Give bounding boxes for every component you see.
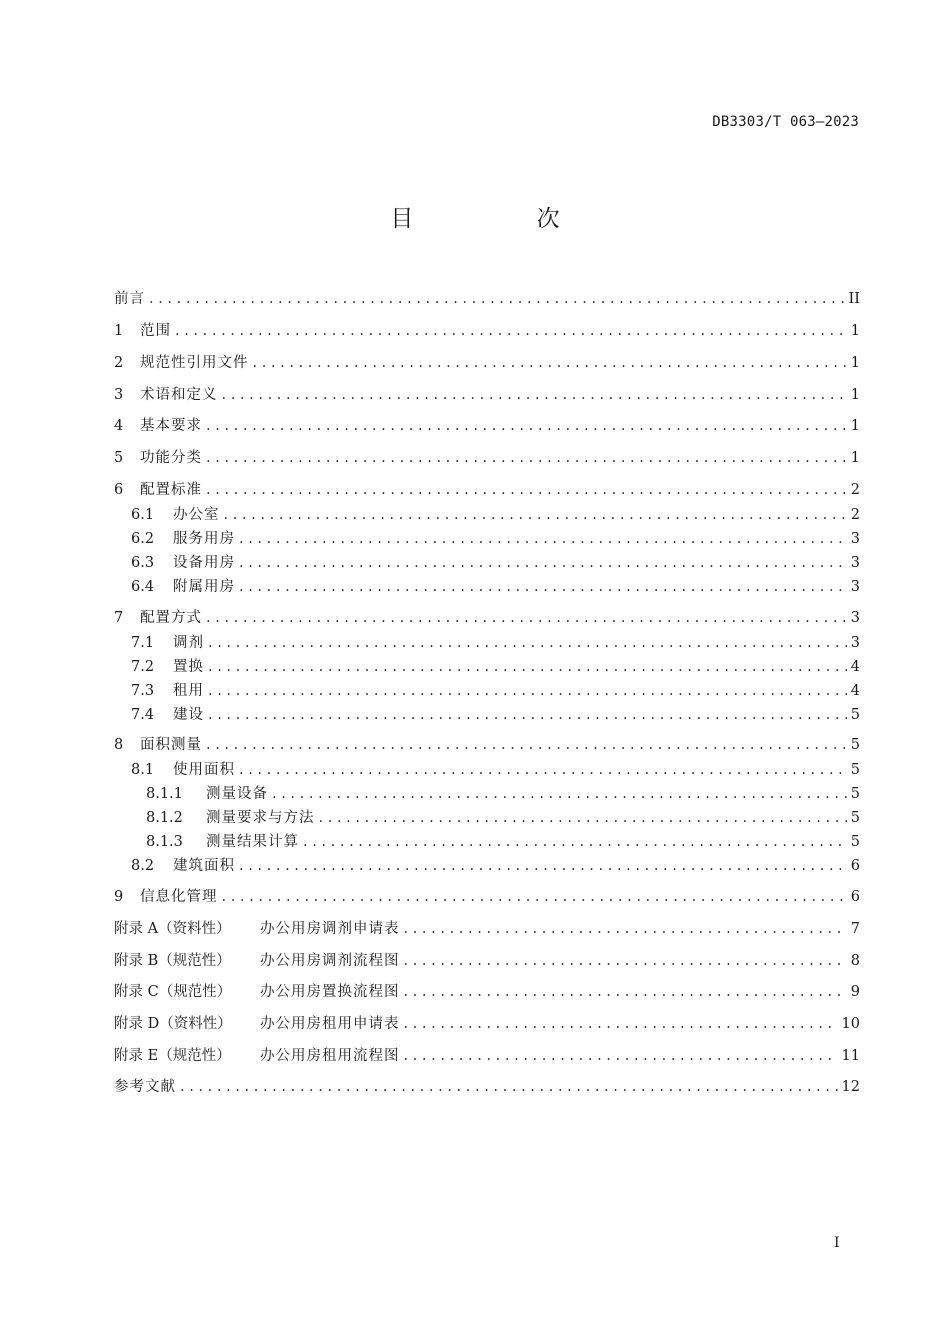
- dot-leader: [404, 918, 847, 940]
- toc-entry-title: 附属用房: [173, 579, 235, 595]
- toc-entry[interactable]: [114, 783, 860, 805]
- dot-leader: [239, 552, 847, 574]
- dot-leader: [208, 704, 847, 726]
- toc-entry[interactable]: [114, 704, 860, 726]
- toc-entry[interactable]: [114, 1013, 860, 1035]
- dot-leader: [319, 807, 847, 829]
- toc-entry[interactable]: [114, 855, 860, 877]
- toc-entry-title: 前言: [114, 291, 145, 307]
- toc-entry-title: 置换: [173, 659, 204, 675]
- toc-entry-title: 租用: [173, 683, 204, 699]
- dot-leader: [222, 886, 847, 908]
- toc-entry[interactable]: [114, 1045, 860, 1067]
- toc-entry[interactable]: [114, 479, 860, 501]
- toc-entry-number: 8.1.3: [146, 834, 183, 850]
- dot-leader: [404, 1013, 838, 1035]
- toc-entry-title: 建设: [173, 707, 204, 723]
- toc-entry-number: 附录 D（资料性）: [114, 1016, 232, 1032]
- toc-entry-title: 办公用房调剂流程图: [260, 953, 400, 969]
- toc-entry-page: 12: [841, 1079, 860, 1095]
- toc-entry-page: II: [848, 291, 860, 307]
- toc-entry-page: 8: [850, 953, 860, 969]
- toc-entry[interactable]: [114, 759, 860, 781]
- toc-entry-title: 基本要求: [140, 418, 202, 434]
- dot-leader: [208, 632, 847, 654]
- dot-leader: [206, 447, 847, 469]
- toc-entry[interactable]: [114, 981, 860, 1003]
- toc-entry-page: 6: [850, 889, 860, 905]
- toc-entry-number: 8: [114, 737, 124, 753]
- toc-entry-title: 测量要求与方法: [206, 810, 315, 826]
- dot-leader: [272, 783, 847, 805]
- toc-entry[interactable]: [114, 632, 860, 654]
- toc-entry-page: 5: [850, 707, 860, 723]
- toc-entry-title: 办公用房调剂申请表: [260, 921, 400, 937]
- toc-entry-number: 附录 C（规范性）: [114, 984, 232, 1000]
- toc-entry-page: 5: [850, 834, 860, 850]
- document-code: DB3303/T 063—2023: [712, 114, 859, 130]
- toc-entry-title: 测量结果计算: [206, 834, 299, 850]
- toc-entry-number: 6.3: [131, 555, 155, 571]
- toc-entry-page: 5: [850, 786, 860, 802]
- toc-entry-number: 7: [114, 610, 124, 626]
- toc-entry-number: 6.4: [131, 579, 155, 595]
- toc-entry[interactable]: [114, 447, 860, 469]
- dot-leader: [208, 680, 847, 702]
- toc-entry[interactable]: [114, 415, 860, 437]
- toc-entry-number: 附录 B（规范性）: [114, 953, 231, 969]
- toc-entry-page: 1: [850, 450, 860, 466]
- dot-leader: [175, 320, 847, 342]
- toc-entry-page: 1: [850, 387, 860, 403]
- dot-leader: [239, 576, 847, 598]
- toc-entry-number: 8.2: [131, 858, 155, 874]
- toc-entry-title: 信息化管理: [140, 889, 218, 905]
- toc-entry-title: 配置标准: [140, 482, 202, 498]
- toc-entry[interactable]: [114, 1076, 860, 1098]
- dot-leader: [180, 1076, 838, 1098]
- dot-leader: [404, 981, 847, 1003]
- toc-entry-page: 6: [850, 858, 860, 874]
- toc-entry-page: 9: [850, 984, 860, 1000]
- toc-entry[interactable]: [114, 528, 860, 550]
- toc-entry-page: 2: [850, 507, 860, 523]
- toc-entry-number: 4: [114, 418, 124, 434]
- toc-entry-title: 办公用房租用流程图: [260, 1048, 400, 1064]
- toc-entry-page: 4: [850, 683, 860, 699]
- dot-leader: [222, 384, 847, 406]
- toc-entry-number: 1: [114, 323, 124, 339]
- toc-entry[interactable]: [114, 320, 860, 342]
- toc-entry-number: 7.2: [131, 659, 155, 675]
- toc-entry[interactable]: [114, 352, 860, 374]
- page-title: 目 次: [390, 206, 618, 232]
- toc-entry-title: 建筑面积: [173, 858, 235, 874]
- toc-entry[interactable]: [114, 734, 860, 756]
- toc-entry-number: 5: [114, 450, 124, 466]
- dot-leader: [404, 1045, 838, 1067]
- toc-entry-page: 3: [850, 555, 860, 571]
- toc-entry[interactable]: [114, 384, 860, 406]
- toc-entry-number: 8.1.1: [146, 786, 183, 802]
- dot-leader: [206, 479, 847, 501]
- toc-entry-page: 2: [850, 482, 860, 498]
- toc-entry-title: 范围: [140, 323, 171, 339]
- toc-entry-title: 测量设备: [206, 786, 268, 802]
- toc-entry-page: 11: [841, 1048, 860, 1064]
- toc-entry-number: 9: [114, 889, 124, 905]
- toc-entry-page: 1: [850, 355, 860, 371]
- toc-entry-title: 面积测量: [140, 737, 202, 753]
- dot-leader: [208, 656, 847, 678]
- dot-leader: [224, 504, 847, 526]
- toc-entry-title: 设备用房: [173, 555, 235, 571]
- toc-entry-page: 3: [850, 579, 860, 595]
- toc-entry-title: 服务用房: [173, 531, 235, 547]
- toc-entry-number: 附录 E（规范性）: [114, 1048, 231, 1064]
- toc-entry[interactable]: [114, 504, 860, 526]
- toc-entry[interactable]: [114, 656, 860, 678]
- toc-entry-page: 5: [850, 737, 860, 753]
- toc-entry-page: 10: [841, 1016, 860, 1032]
- toc-entry[interactable]: [114, 607, 860, 629]
- toc-entry-page: 5: [850, 762, 860, 778]
- toc-entry-number: 8.1: [131, 762, 155, 778]
- toc-entry-title: 办公用房置换流程图: [260, 984, 400, 1000]
- toc-entry-title: 办公用房租用申请表: [260, 1016, 400, 1032]
- toc-entry-title: 规范性引用文件: [140, 355, 249, 371]
- toc-entry-title: 术语和定义: [140, 387, 218, 403]
- dot-leader: [149, 288, 845, 310]
- toc-entry[interactable]: [114, 288, 860, 310]
- toc-entry-number: 6: [114, 482, 124, 498]
- dot-leader: [239, 528, 847, 550]
- toc-entry-number: 7.4: [131, 707, 155, 723]
- toc-entry-title: 调剂: [173, 635, 204, 651]
- toc-entry-page: 7: [850, 921, 860, 937]
- toc-entry-title: 配置方式: [140, 610, 202, 626]
- toc-entry-title: 使用面积: [173, 762, 235, 778]
- toc-entry-page: 3: [850, 610, 860, 626]
- toc-entry-page: 4: [850, 659, 860, 675]
- dot-leader: [239, 759, 847, 781]
- dot-leader: [239, 855, 847, 877]
- dot-leader: [303, 831, 847, 853]
- toc-entry-number: 8.1.2: [146, 810, 183, 826]
- toc-entry[interactable]: [114, 886, 860, 908]
- toc-entry-page: 3: [850, 531, 860, 547]
- toc-entry-page: 5: [850, 810, 860, 826]
- dot-leader: [404, 950, 847, 972]
- toc-entry-page: 1: [850, 418, 860, 434]
- toc-entry-number: 6.2: [131, 531, 155, 547]
- dot-leader: [206, 415, 847, 437]
- toc-entry-number: 3: [114, 387, 124, 403]
- toc-entry[interactable]: [114, 831, 860, 853]
- dot-leader: [206, 734, 847, 756]
- toc-entry-number: 7.3: [131, 683, 155, 699]
- toc-entry-title: 功能分类: [140, 450, 202, 466]
- dot-leader: [253, 352, 847, 374]
- toc-entry-number: 2: [114, 355, 124, 371]
- toc-entry-number: 附录 A（资料性）: [114, 921, 231, 937]
- toc-entry[interactable]: [114, 918, 860, 940]
- toc-entry[interactable]: [114, 950, 860, 972]
- dot-leader: [206, 607, 847, 629]
- toc-entry[interactable]: [114, 680, 860, 702]
- toc-entry-page: 1: [850, 323, 860, 339]
- toc-entry-number: 7.1: [131, 635, 155, 651]
- page-number: I: [834, 1235, 840, 1251]
- toc-entry-title: 办公室: [173, 507, 220, 523]
- toc-entry[interactable]: [114, 807, 860, 829]
- toc-entry-title: 参考文献: [114, 1079, 176, 1095]
- toc-entry-number: 6.1: [131, 507, 155, 523]
- toc-entry[interactable]: [114, 552, 860, 574]
- toc-entry-page: 3: [850, 635, 860, 651]
- toc-entry[interactable]: [114, 576, 860, 598]
